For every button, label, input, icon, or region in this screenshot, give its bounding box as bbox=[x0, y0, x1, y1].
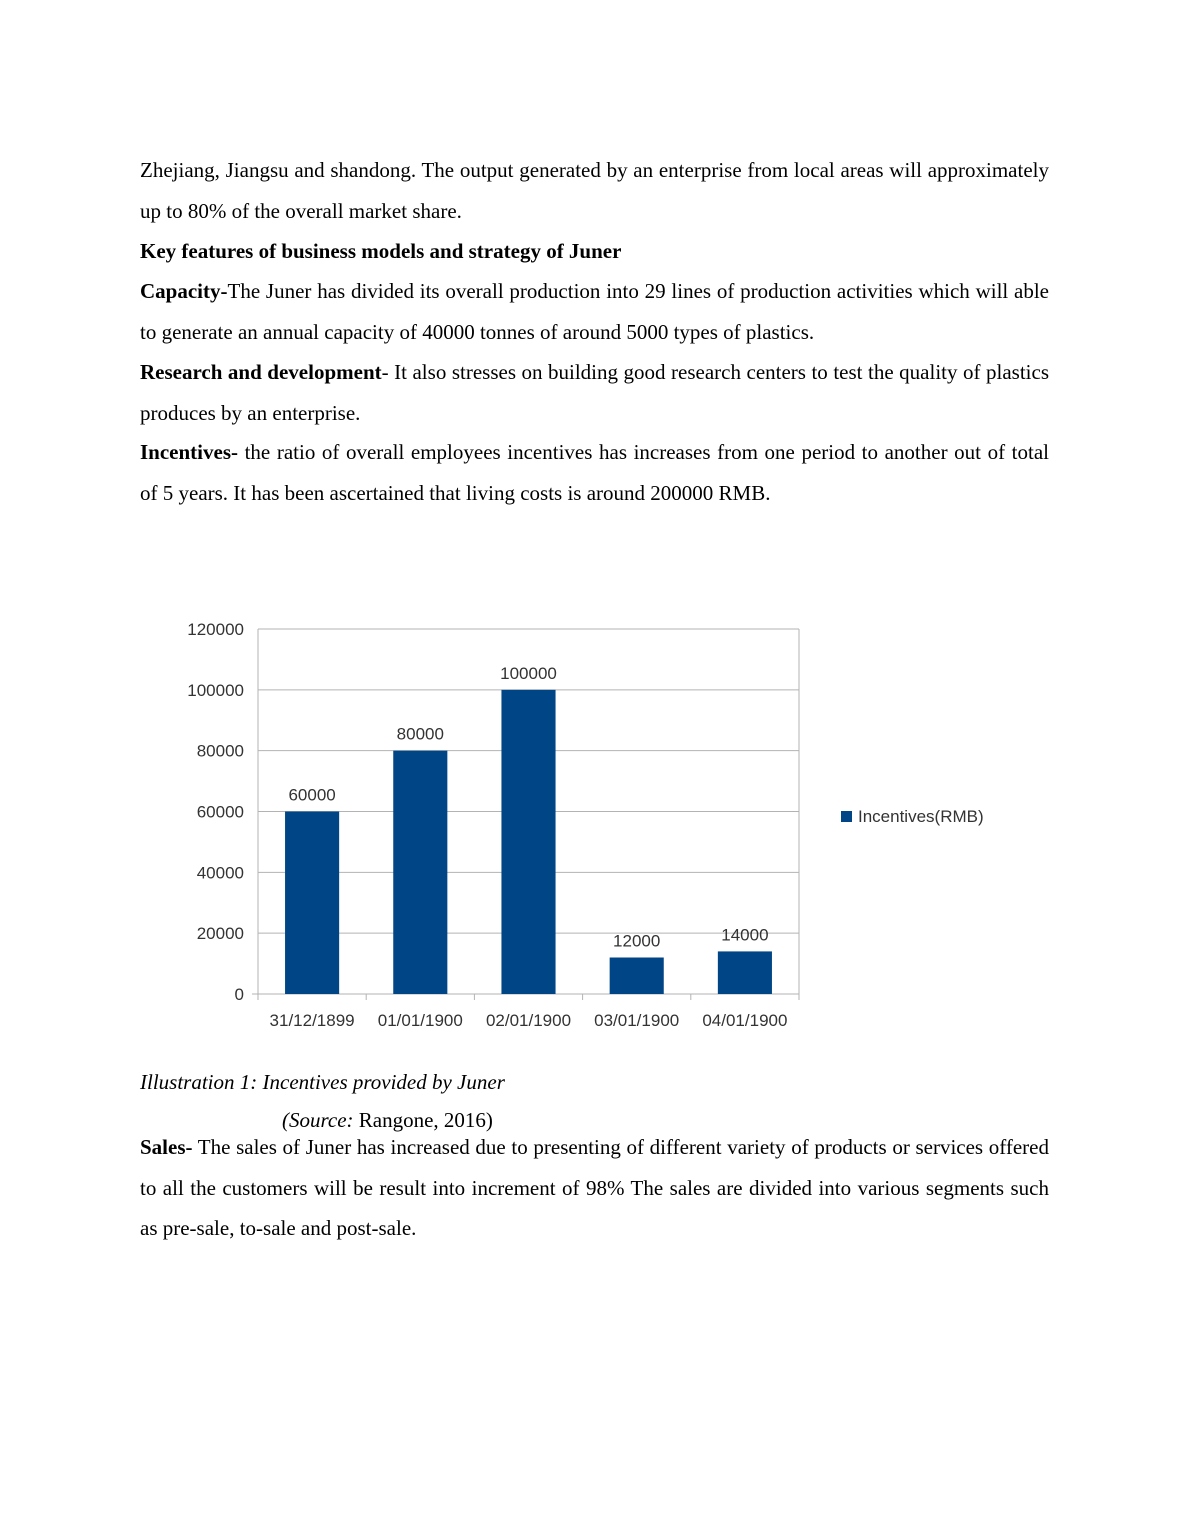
research-label: Research and development bbox=[140, 360, 382, 384]
figure-source bbox=[282, 1102, 682, 1132]
bar-data-label: 60000 bbox=[288, 785, 336, 805]
figure-caption: Illustration 1: Incentives provided by Juner bbox=[140, 1070, 505, 1094]
capacity-text: The Juner has divided its overall production into 29 lines of production activities which will able to generate an annual capacity of 40000 tonnes of around 5000 types of plastics. bbox=[140, 279, 1049, 344]
y-tick-label: 100000 bbox=[187, 680, 244, 700]
bar-data-label: 100000 bbox=[500, 663, 557, 683]
x-tick-label: 31/12/1899 bbox=[269, 1011, 355, 1030]
bar bbox=[393, 751, 447, 994]
y-tick-label: 60000 bbox=[196, 802, 244, 822]
sales-label: Sales- bbox=[140, 1135, 193, 1159]
sales-text: The sales of Juner has increased due to presenting of different variety of products or services offered to all the customers will be result into increment of 98% The sales are divided into various segments such as pre-sale, to-sale and post-sale. bbox=[140, 1135, 1049, 1240]
bar-data-label: 12000 bbox=[613, 931, 661, 951]
paragraph-market-share bbox=[140, 150, 1049, 231]
x-tick-label: 03/01/1900 bbox=[594, 1011, 680, 1030]
research-text: - It also stresses on building good research centers to test the quality of plastics produces by an enterprise. bbox=[140, 360, 1049, 425]
incentives-chart-svg bbox=[170, 605, 1030, 1045]
bar bbox=[285, 812, 339, 995]
y-tick-label: 80000 bbox=[196, 741, 244, 761]
bar-data-label: 14000 bbox=[721, 925, 769, 945]
bar-data-label: 80000 bbox=[396, 724, 444, 744]
section-heading: Key features of business models and strategy of Juner bbox=[140, 239, 622, 263]
bar bbox=[501, 690, 555, 994]
paragraph-capacity bbox=[140, 271, 1049, 352]
incentives-label: Incentives- bbox=[140, 440, 238, 464]
source-text: Rangone, 2016) bbox=[353, 1108, 493, 1132]
bar bbox=[610, 958, 664, 995]
capacity-label: Capacity- bbox=[140, 279, 228, 303]
incentives-text: the ratio of overall employees incentives has increases from one period to another out of total of 5 years. It has been ascertained that living costs is around 200000 RMB. bbox=[140, 440, 1049, 505]
x-tick-label: 01/01/1900 bbox=[377, 1011, 463, 1030]
bar bbox=[718, 951, 772, 994]
source-label: (Source: bbox=[282, 1108, 354, 1132]
paragraph-research bbox=[140, 352, 1049, 433]
paragraph-market-share-text: Zhejiang, Jiangsu and shandong. The output generated by an enterprise from local areas will approximately up to 80% of the overall market share. bbox=[140, 158, 1049, 223]
y-tick-label: 120000 bbox=[187, 620, 244, 639]
y-tick-label: 40000 bbox=[196, 863, 244, 883]
y-tick-label: 20000 bbox=[196, 924, 244, 944]
x-tick-label: 02/01/1900 bbox=[485, 1011, 572, 1030]
x-tick-label: 04/01/1900 bbox=[702, 1011, 788, 1030]
paragraph-incentives bbox=[140, 432, 1049, 513]
paragraph-sales bbox=[140, 1127, 1049, 1249]
legend-swatch bbox=[841, 811, 852, 822]
incentives-chart bbox=[170, 605, 1030, 1045]
legend-label: Incentives(RMB) bbox=[858, 807, 984, 826]
y-tick-label: 0 bbox=[234, 985, 244, 1004]
